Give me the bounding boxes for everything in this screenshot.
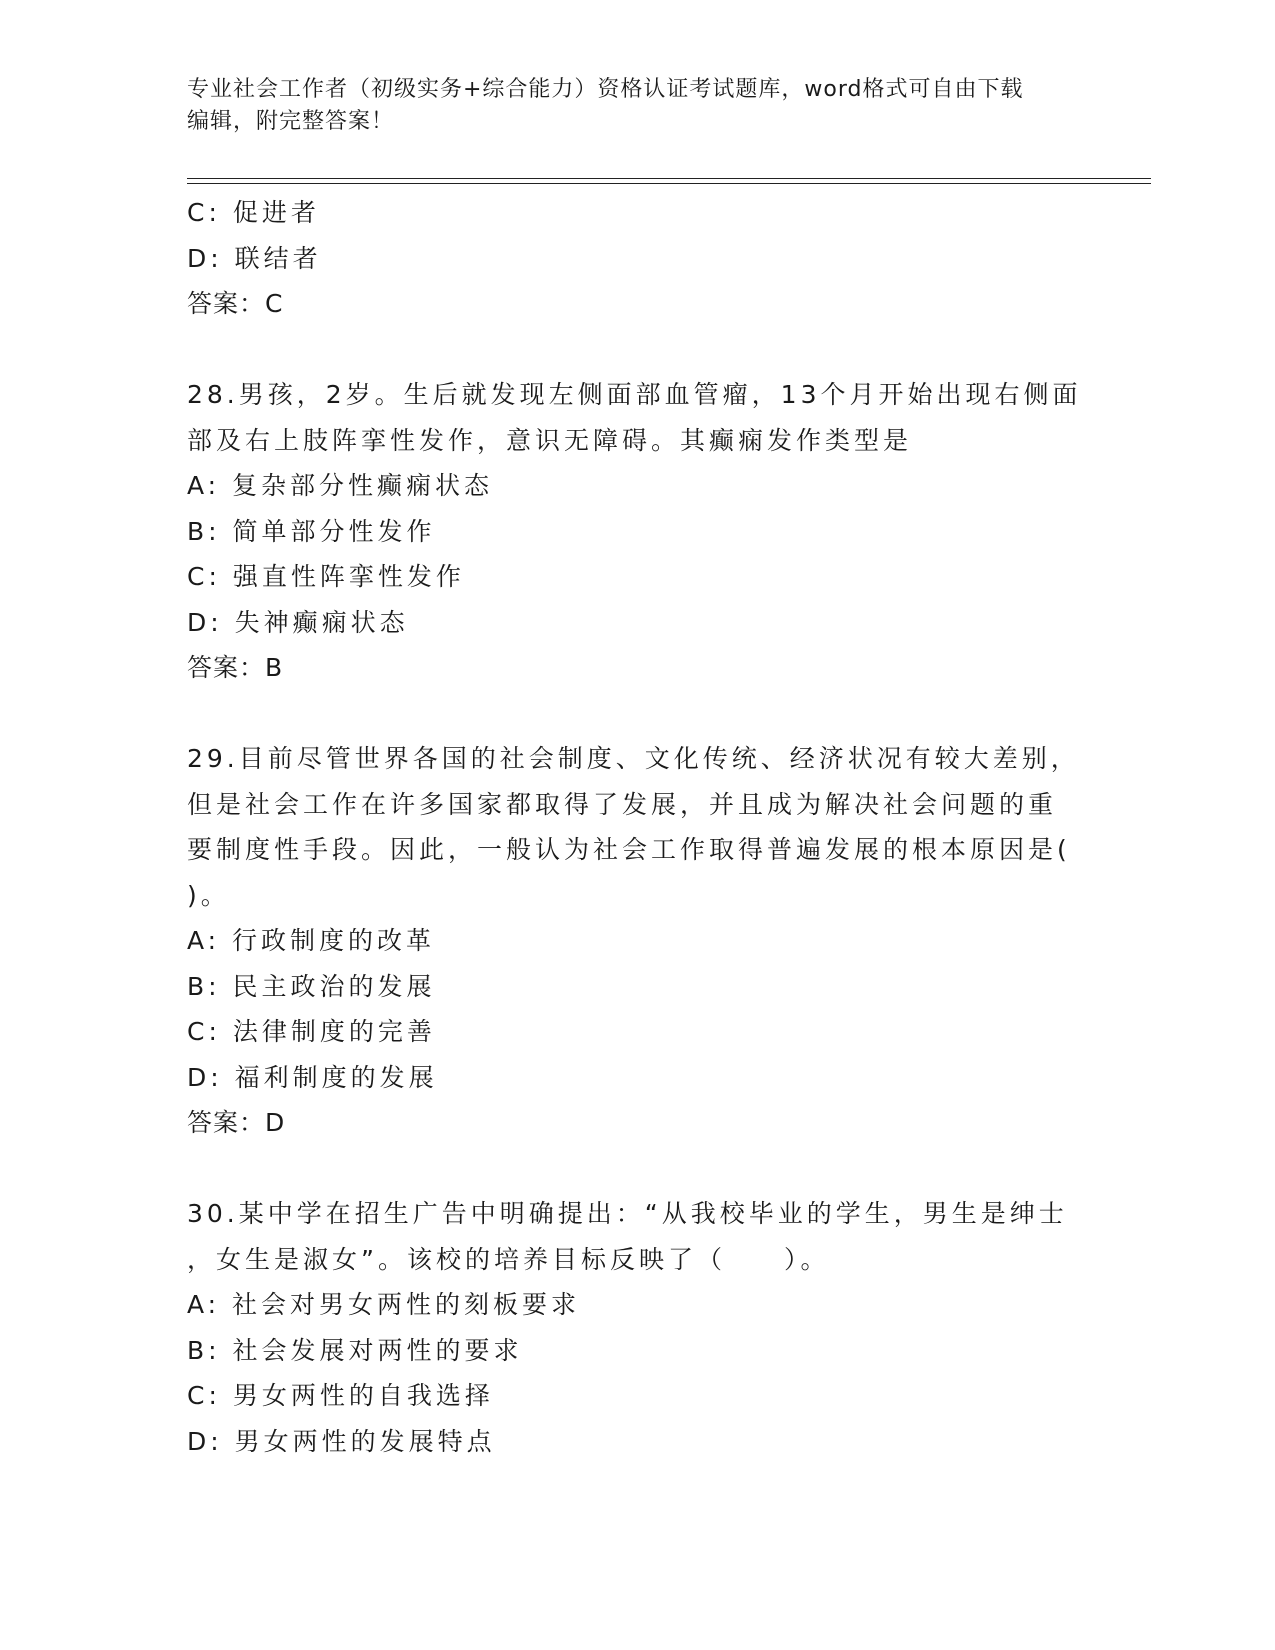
option-a: A: 社会对男女两性的刻板要求 bbox=[187, 1290, 581, 1319]
option-c: C: 强直性阵挛性发作 bbox=[187, 562, 465, 591]
header-divider bbox=[187, 178, 1151, 184]
option-b: B: 民主政治的发展 bbox=[187, 971, 436, 1001]
question-30 bbox=[187, 1191, 1087, 1464]
spacer bbox=[187, 1146, 1087, 1192]
answer-line: 答案：C bbox=[187, 289, 284, 318]
question-text-line: 部及右上肢阵挛性发作，意识无障碍。其癫痫发作类型是 bbox=[187, 425, 913, 455]
question-text-line: 29.目前尽管世界各国的社会制度、文化传统、经济状况有较大差别， bbox=[187, 744, 1080, 773]
option-b: B: 简单部分性发作 bbox=[187, 516, 436, 546]
header-line-1: 专业社会工作者（初级实务+综合能力）资格认证考试题库，word格式可自由下载 bbox=[187, 77, 1024, 102]
option-c: C: 促进者 bbox=[187, 198, 320, 227]
question-text-line: ，女生是淑女”。该校的培养目标反映了（ ）。 bbox=[187, 1244, 830, 1274]
option-d: D: 失神癫痫状态 bbox=[187, 607, 409, 637]
option-d: D: 福利制度的发展 bbox=[187, 1062, 438, 1092]
question-text-line: 30.某中学在招生广告中明确提出：“从我校毕业的学生，男生是绅士 bbox=[187, 1199, 1068, 1228]
question-text-line: )。 bbox=[187, 880, 230, 910]
question-text-line: 要制度性手段。因此，一般认为社会工作取得普遍发展的根本原因是( bbox=[187, 835, 1071, 864]
option-d: D: 男女两性的发展特点 bbox=[187, 1426, 496, 1456]
answer-line: 答案：B bbox=[187, 653, 284, 682]
question-27-tail bbox=[187, 190, 1087, 327]
option-d: D: 联结者 bbox=[187, 243, 322, 273]
header-line-2: 编辑，附完整答案！ bbox=[187, 109, 395, 134]
spacer bbox=[187, 691, 1087, 737]
option-b: B: 社会发展对两性的要求 bbox=[187, 1335, 523, 1365]
answer-line: 答案：D bbox=[187, 1108, 286, 1137]
question-text-line: 但是社会工作在许多国家都取得了发展，并且成为解决社会问题的重 bbox=[187, 789, 1058, 819]
option-c: C: 法律制度的完善 bbox=[187, 1017, 436, 1046]
page-header bbox=[187, 74, 1087, 138]
question-29 bbox=[187, 736, 1087, 1146]
option-a: A: 行政制度的改革 bbox=[187, 926, 436, 955]
spacer bbox=[187, 327, 1087, 373]
option-c: C: 男女两性的自我选择 bbox=[187, 1381, 494, 1410]
question-28 bbox=[187, 372, 1087, 691]
option-a: A: 复杂部分性癫痫状态 bbox=[187, 471, 494, 500]
question-text-line: 28.男孩，2岁。生后就发现左侧面部血管瘤，13个月开始出现右侧面 bbox=[187, 380, 1082, 409]
document-body bbox=[187, 190, 1087, 1464]
